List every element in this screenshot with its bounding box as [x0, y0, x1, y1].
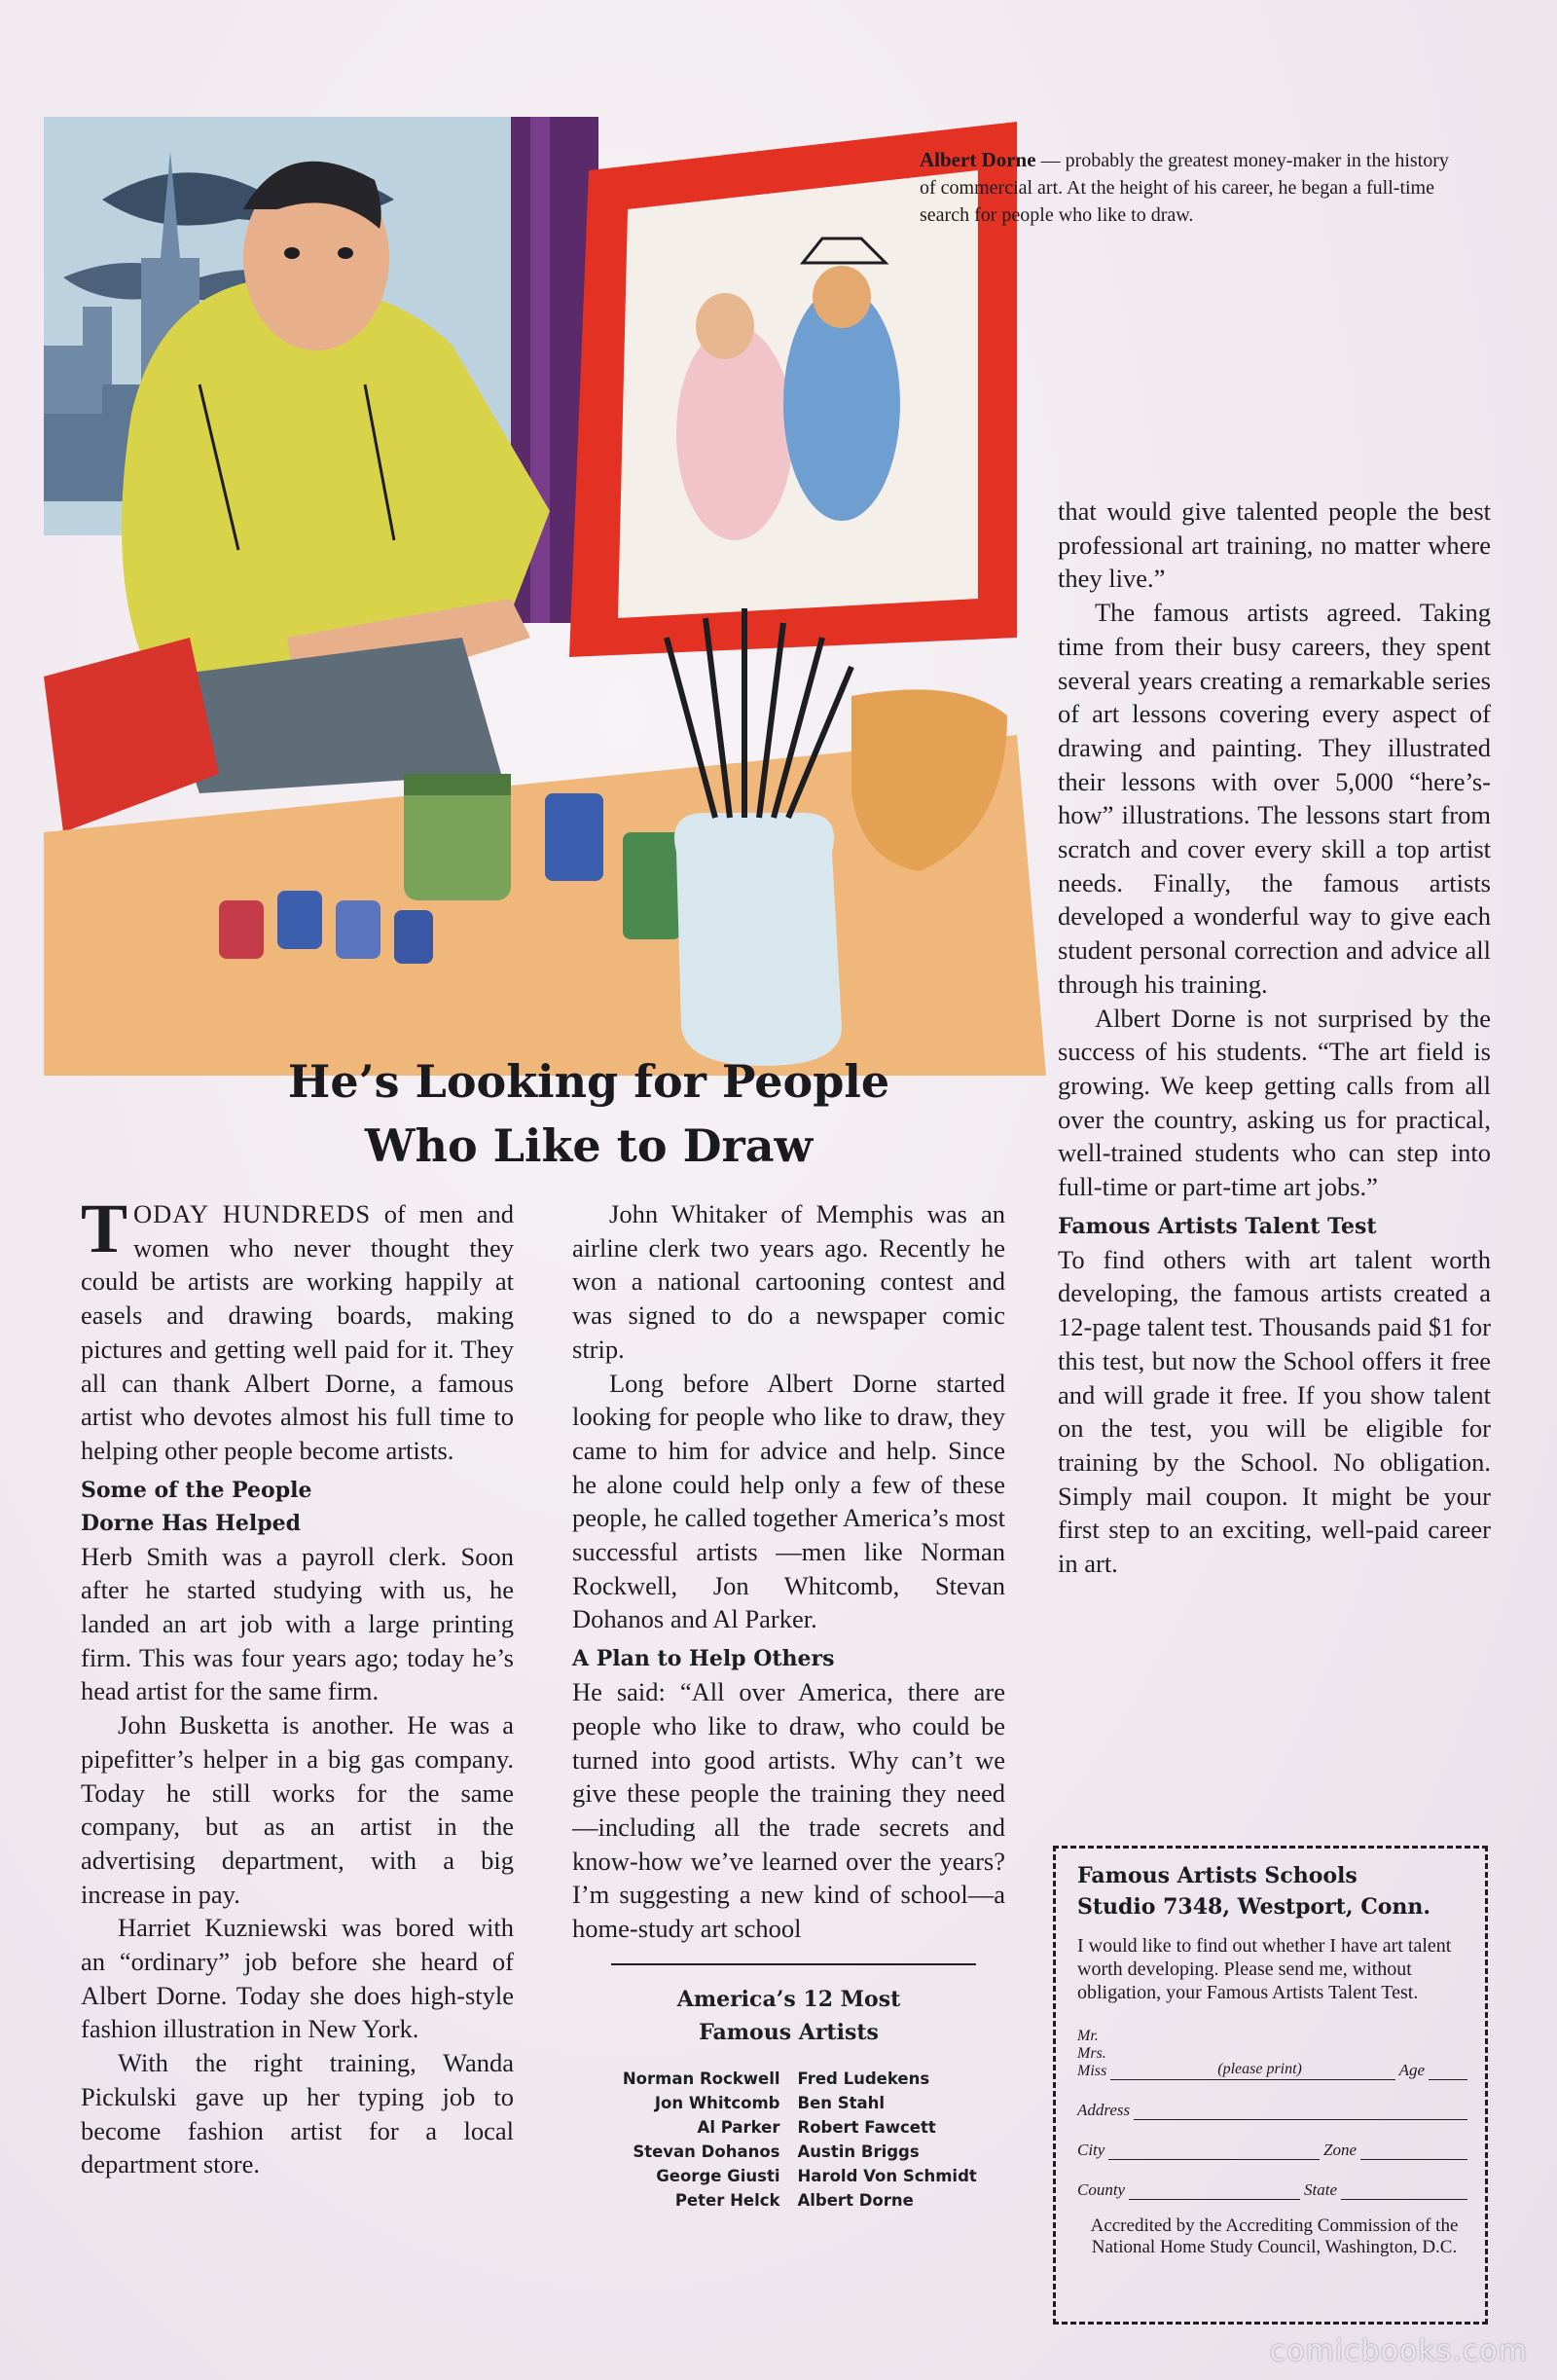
paragraph-talent-test: To find others with art talent worth developing, the famous artists created a 12-page talent test. Thousands paid $1 for this test, but now the School offers it free and will grade it free. If you show talent on the test, you will be eligible for training by the School. No obligation. Simply mail coupon. It might be your first step to an exciting, well-paid career in art. [1058, 1244, 1491, 1579]
label-age: Age [1398, 2061, 1425, 2079]
divider [611, 1963, 976, 1965]
paragraph-not-surprised: Albert Dorne is not surprised by the success of his students. “The art field is growing. We keep getting calls from all over the country, asking us for practical, well-trained students who can step into full-time or part-time art jobs.” [1058, 1003, 1491, 1202]
label-address: Address [1077, 2101, 1131, 2119]
coupon-title-1: Famous Artists Schools [1077, 1863, 1358, 1888]
headline-line-2: Who Like to Draw [364, 1119, 814, 1172]
salutation-labels [1077, 2028, 1106, 2080]
famous-artists-list [572, 2067, 1005, 2213]
famous-artists-title-1: America’s 12 Most [676, 1986, 901, 2012]
albert-dorne-illustration [44, 92, 1046, 1076]
intro-paragraph [81, 1190, 515, 1468]
paragraph-artists-agreed: The famous artists agreed. Taking time from their busy careers, they spent several years creating a remarkable series of art lessons covering every aspect of drawing and painting. They illustrated their lessons with over 5,000 “here’s-how” illustrations. The lessons start from scratch and cover every skill a top artist needs. Finally, the famous artists developed a wonderful way to give each student personal correction and advice all through his training. [1058, 598, 1491, 999]
label-zone: Zone [1323, 2141, 1357, 2159]
intro-text: of men and women who never thought they could be artists are working happily at easels and drawing boards, making pictures and getting well paid for it. They all can thank Albert Dorne, a famous artist who devotes almost his full time to helping other people become artists. [81, 1199, 515, 1465]
brush-jar [674, 813, 842, 1066]
city-row [1077, 2120, 1471, 2160]
artist-right: Fred Ludekens [797, 2069, 930, 2088]
artist-right: Austin Briggs [797, 2142, 920, 2161]
name-field[interactable] [1110, 2061, 1394, 2080]
artist-right: Robert Fawcett [797, 2117, 936, 2137]
address-row [1077, 2080, 1471, 2120]
drop-cap: T [81, 1190, 128, 1267]
column-3 [1058, 494, 1491, 1581]
caption-text: — probably the greatest money-maker in the history of commercial art. At the height of his career, he began a full-time search for people who like to draw. [920, 150, 1449, 226]
coupon-title-2: Studio 7348, Westport, Conn. [1077, 1894, 1431, 1920]
coupon-body: I would like to find out whether I have art talent worth developing. Please send me, without obligation, your Famous Artists Talent Test. [1077, 1935, 1452, 2003]
paragraph-harriet: Harriet Kuzniewski was bored with an “ordinary” job before she heard of Albert Dorne. Today she does high-style fashion illustration in New York. [81, 1913, 514, 2044]
artist-right: Ben Stahl [797, 2093, 886, 2112]
watermark: comicbooks.com [1269, 2334, 1528, 2368]
zone-field[interactable] [1360, 2141, 1467, 2160]
artist-right: Harold Von Schmidt [797, 2166, 977, 2185]
subhead-people-helped-2: Dorne Has Helped [81, 1510, 301, 1536]
paragraph-continued: that would give talented people the best professional art training, no matter where they live.” [1058, 496, 1491, 594]
drawing-figure-woman [676, 326, 793, 540]
paragraph-john-whitaker: John Whitaker of Memphis was an airline clerk two years ago. Recently he won a national cartooning contest and was signed to do a newspaper comic strip. [572, 1199, 1005, 1364]
label-mr: Mr. [1077, 2028, 1099, 2044]
artist-right: Albert Dorne [797, 2190, 914, 2210]
county-row [1077, 2160, 1471, 2200]
address-field[interactable] [1134, 2101, 1467, 2120]
accreditation-note: Accredited by the Accrediting Commission of the National Home Study Council, Washington, D.C. [1090, 2215, 1459, 2257]
label-state: State [1304, 2180, 1337, 2199]
headline [97, 1049, 1080, 1178]
county-field[interactable] [1129, 2180, 1300, 2200]
artist-left: Al Parker [697, 2117, 780, 2137]
label-mrs: Mrs. [1077, 2045, 1106, 2062]
artist-left: George Giusti [656, 2166, 780, 2185]
caption-name: Albert Dorne [920, 148, 1036, 171]
column-1 [81, 1190, 515, 2181]
artist-left: Jon Whitcomb [654, 2093, 780, 2112]
green-bottle [623, 832, 681, 939]
paragraph-herb-smith: Herb Smith was a payroll clerk. Soon after he started studying with us, he landed an art job with a large printing firm. This was four years ago; today he’s head artist for the same firm. [81, 1541, 514, 1706]
name-row [1077, 2022, 1471, 2080]
chair [44, 638, 219, 832]
state-field[interactable] [1341, 2180, 1467, 2200]
label-county: County [1077, 2180, 1126, 2199]
illustration-caption [920, 146, 1465, 229]
label-miss: Miss [1077, 2063, 1107, 2079]
subhead-plan: A Plan to Help Others [572, 1646, 835, 1672]
column-2 [572, 1197, 1005, 2213]
famous-artists-title-2: Famous Artists [699, 2019, 879, 2045]
paragraph-he-said: He said: “All over America, there are people who like to draw, who could be turned into good artists. Why can’t we give these people the training they need—including all the trade secrets and know-how we’ve learned over the years? I’m suggesting a new kind of school—a home-study art school [572, 1677, 1005, 1944]
paragraph-john-busketta: John Busketta is another. He was a pipefitter’s helper in a big gas company. Today he still works for the same company, but as an artist in the advertising department, with a big increase in pay. [81, 1710, 514, 1909]
please-print-hint: (please print) [1217, 2061, 1302, 2077]
subhead-people-helped-1: Some of the People [81, 1477, 312, 1503]
artist-left: Stevan Dohanos [633, 2142, 780, 2161]
headline-line-1: He’s Looking for People [287, 1055, 890, 1108]
intro-smallcaps: ODAY HUNDREDS [133, 1199, 372, 1228]
artist-left: Norman Rockwell [622, 2069, 780, 2088]
coupon-form [1077, 2022, 1471, 2200]
city-field[interactable] [1108, 2141, 1320, 2160]
subhead-talent-test: Famous Artists Talent Test [1058, 1213, 1377, 1239]
artist-left: Peter Helck [674, 2190, 780, 2210]
paragraph-long-before: Long before Albert Dorne started looking for people who like to draw, they came to him for advice and help. Since he alone could help only a few of these people, he called together America’s most successful artists —men like Norman Rockwell, Jon Whitcomb, Stevan Dohanos and Al Parker. [572, 1368, 1005, 1634]
blue-bottle [545, 793, 603, 881]
mail-coupon [1053, 1846, 1488, 2325]
age-field[interactable] [1429, 2061, 1467, 2080]
label-city: City [1077, 2141, 1105, 2159]
paragraph-wanda: With the right training, Wanda Pickulski gave up her typing job to become fashion artist for a local department store. [81, 2048, 514, 2179]
